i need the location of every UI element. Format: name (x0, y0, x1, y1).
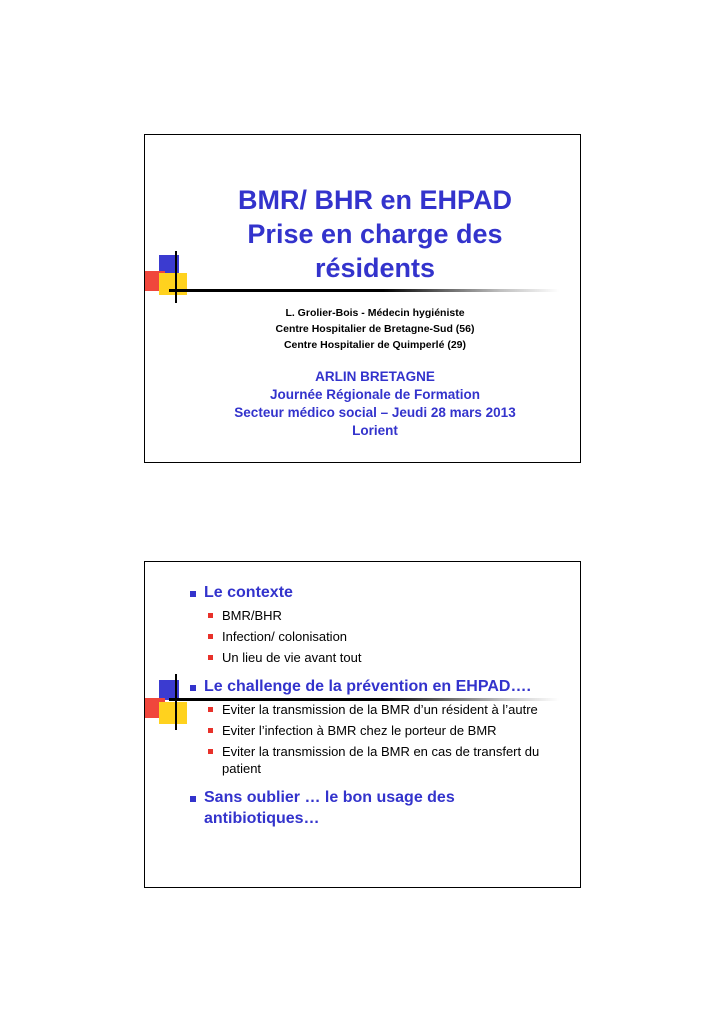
list-item (204, 701, 569, 718)
title-slide (144, 134, 581, 463)
bullet-list (179, 582, 569, 829)
slide-title-line: résidents (314, 253, 436, 283)
slide-title-line: Prise en charge des (247, 219, 503, 249)
list-item (204, 722, 569, 739)
list-item-text: Eviter l’infection à BMR chez le porteur de BMR (222, 723, 497, 738)
event-line: ARLIN BRETAGNE (315, 369, 435, 384)
event-line: Secteur médico social – Jeudi 28 mars 2013 (234, 405, 516, 420)
list-item (204, 628, 569, 645)
small-square-bullet-icon (208, 749, 213, 754)
section-sans-oublier (179, 787, 569, 829)
section-title: Sans oublier … le bon usage des antibiotiques… (204, 789, 455, 827)
blue-square-icon (159, 255, 179, 275)
slide-title-line: BMR/ BHR en EHPAD (237, 185, 512, 215)
content-slide (144, 561, 581, 888)
small-square-bullet-icon (208, 655, 213, 660)
horizontal-line-icon (169, 289, 559, 292)
red-square-icon (145, 271, 165, 291)
list-item (204, 649, 569, 666)
section-contexte (179, 582, 569, 666)
small-square-bullet-icon (208, 634, 213, 639)
small-square-bullet-icon (208, 707, 213, 712)
small-square-bullet-icon (208, 613, 213, 618)
author-line: L. Grolier-Bois - Médecin hygiéniste (285, 307, 465, 319)
vertical-line-icon (175, 251, 177, 303)
list-item (204, 743, 569, 777)
list-item-text: BMR/BHR (222, 608, 282, 623)
sub-list (204, 607, 569, 666)
list-item-text: Eviter la transmission de la BMR d’un résident à l’autre (222, 702, 538, 717)
section-title: Le challenge de la prévention en EHPAD…. (204, 678, 531, 695)
event-line: Journée Régionale de Formation (269, 387, 481, 402)
sub-list (204, 701, 569, 777)
list-item-text: Infection/ colonisation (222, 629, 348, 644)
list-item-text: Un lieu de vie avant tout (222, 650, 362, 665)
yellow-square-icon (159, 273, 187, 295)
square-bullet-icon (190, 796, 196, 802)
section-challenge (179, 676, 569, 777)
author-line: Centre Hospitalier de Quimperlé (29) (283, 339, 467, 351)
vertical-line-icon (175, 674, 177, 730)
slide-title (185, 183, 565, 285)
red-square-icon (145, 698, 165, 718)
blue-square-icon (159, 680, 179, 700)
square-bullet-icon (190, 685, 196, 691)
square-bullet-icon (190, 591, 196, 597)
event-line: Lorient (352, 423, 398, 438)
event-info (185, 368, 565, 440)
small-square-bullet-icon (208, 728, 213, 733)
author-line: Centre Hospitalier de Bretagne-Sud (56) (275, 323, 475, 335)
list-item-text: Eviter la transmission de la BMR en cas de transfert du patient (222, 744, 540, 776)
list-item (204, 607, 569, 624)
author-info (185, 305, 565, 353)
section-title: Le contexte (204, 584, 293, 601)
